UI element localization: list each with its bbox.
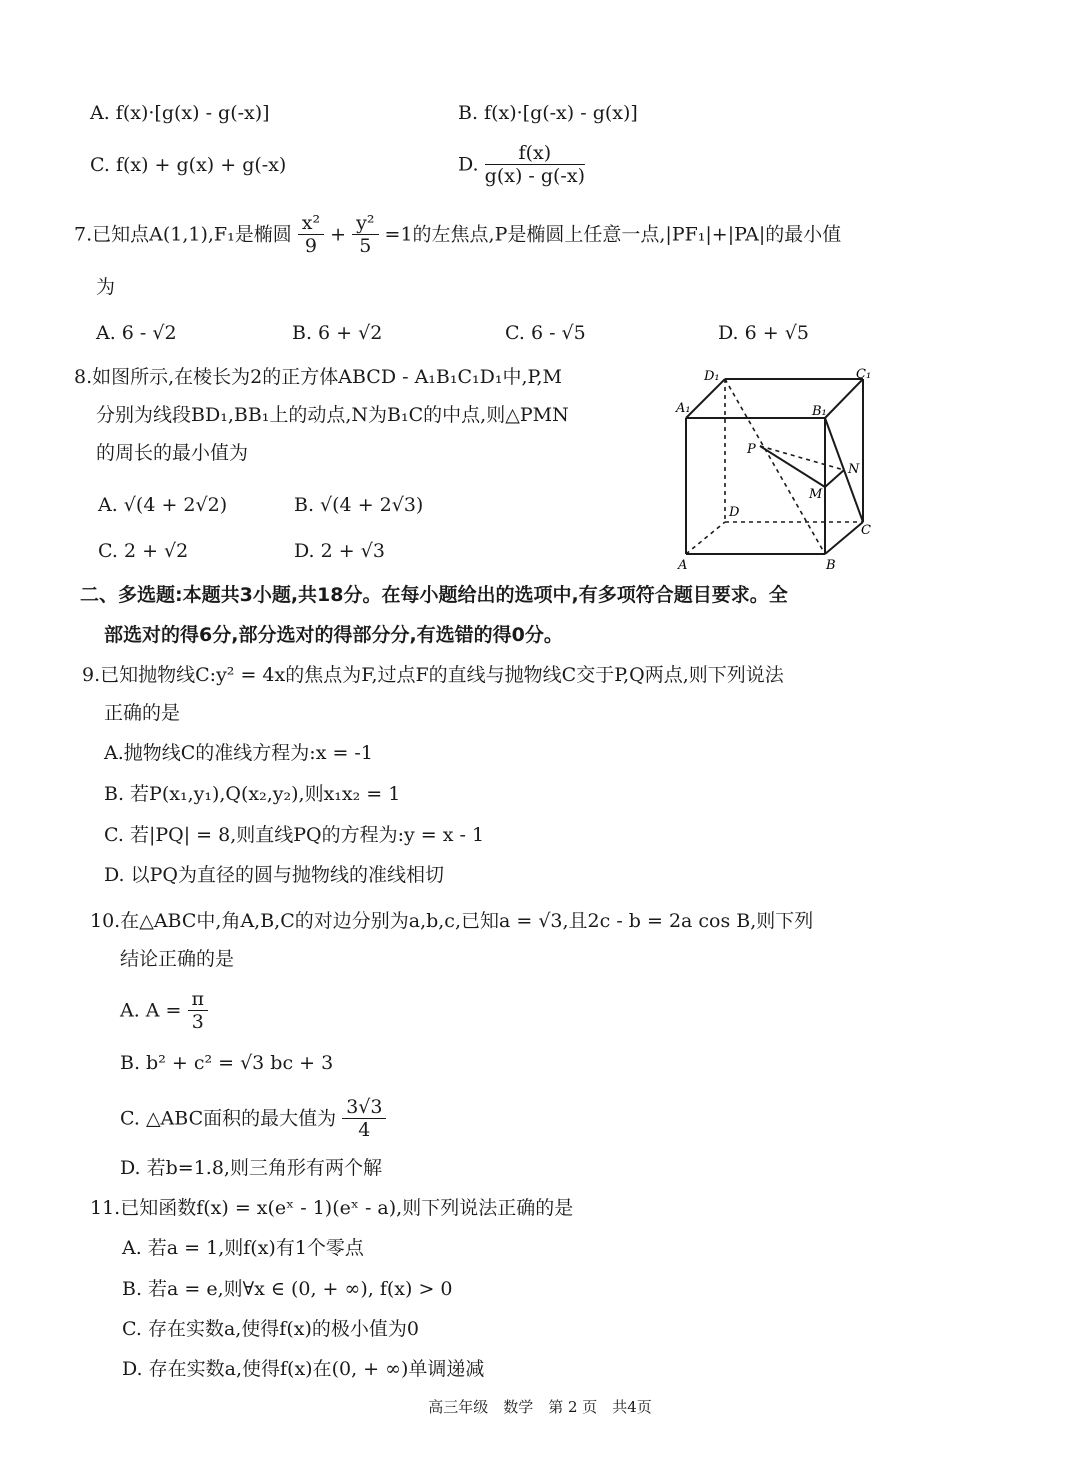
page-footer: 高三年级 数学 第 2 页 共4页 <box>428 1398 652 1416</box>
q10-option-d: D. 若b=1.8,则三角形有两个解 <box>120 1157 382 1179</box>
q11-option-a: A. 若a = 1,则f(x)有1个零点 <box>122 1237 364 1259</box>
q10-option-a-num: π <box>188 988 209 1011</box>
q9-line1: 9.已知抛物线C:y² = 4x的焦点为F,过点F的直线与抛物线C交于P,Q两点,则下列说法 <box>82 664 784 686</box>
q7-stem-line2: 为 <box>96 276 116 298</box>
q10-option-a <box>120 988 208 1033</box>
q8-line3: 的周长的最小值为 <box>96 442 249 464</box>
label-d1: D₁ <box>704 369 720 384</box>
section2-line1: 二、多选题:本题共3小题,共18分。在每小题给出的选项中,有多项符合题目要求。全 <box>80 584 788 606</box>
section2-line2: 部选对的得6分,部分选对的得部分分,有选错的得0分。 <box>104 624 563 646</box>
q7-fraction-y-num: y² <box>352 212 378 235</box>
q11-line1: 11.已知函数f(x) = x(eˣ - 1)(eˣ - a),则下列说法正确的是 <box>90 1197 574 1219</box>
q9-option-a: A.抛物线C的准线方程为:x = -1 <box>104 742 373 764</box>
q7-fraction-x <box>298 212 324 257</box>
q7-stem-after: =1的左焦点,P是椭圆上任意一点,|PF₁|+|PA|的最小值 <box>384 223 842 246</box>
q10-option-c-num: 3√3 <box>342 1096 386 1119</box>
label-c1: C₁ <box>856 367 872 382</box>
q10-option-a-den: 3 <box>191 1011 204 1033</box>
q7-fraction-x-den: 9 <box>304 235 317 257</box>
q7-fraction-y-den: 5 <box>359 235 372 257</box>
q7-stem-before: 7.已知点A(1,1),F₁是椭圆 <box>74 223 292 246</box>
diagonal-d1-b <box>725 379 825 554</box>
q10-option-a-label: A. A = <box>120 999 182 1022</box>
segment-p-m-solid <box>760 446 825 487</box>
label-b: B <box>826 558 836 573</box>
q7-option-d: D. 6 + √5 <box>718 322 809 344</box>
q8-option-d: D. 2 + √3 <box>294 540 385 562</box>
edge-b1-c1 <box>825 379 863 418</box>
label-b1: B₁ <box>812 404 827 419</box>
label-m: M <box>809 487 823 502</box>
label-n: N <box>848 462 860 477</box>
label-a1: A₁ <box>676 401 691 416</box>
q7-fraction-y <box>352 212 378 257</box>
q8-option-a: A. √(4 + 2√2) <box>98 494 228 516</box>
q7-stem <box>74 212 841 257</box>
q6-option-d-fraction <box>485 142 585 187</box>
cube-figure <box>670 362 890 577</box>
edge-a1-d1 <box>686 379 725 418</box>
q9-line2: 正确的是 <box>104 702 181 724</box>
q11-option-c: C. 存在实数a,使得f(x)的极小值为0 <box>122 1318 419 1340</box>
q10-option-c-fraction <box>342 1096 386 1141</box>
q8-line1: 8.如图所示,在棱长为2的正方体ABCD - A₁B₁C₁D₁中,P,M <box>74 366 562 388</box>
edge-a-d <box>686 522 725 554</box>
q10-option-c-label: C. △ABC面积的最大值为 <box>120 1107 337 1130</box>
q7-option-b: B. 6 + √2 <box>292 322 383 344</box>
q9-option-d: D. 以PQ为直径的圆与抛物线的准线相切 <box>104 864 444 886</box>
q9-option-c: C. 若|PQ| = 8,则直线PQ的方程为:y = x - 1 <box>104 824 485 846</box>
q10-line1: 10.在△ABC中,角A,B,C的对边分别为a,b,c,已知a = √3,且2c - b = 2a cos B,则下列 <box>90 910 814 932</box>
q11-option-b: B. 若a = e,则∀x ∈ (0, + ∞), f(x) > 0 <box>122 1278 453 1300</box>
q11-option-d: D. 存在实数a,使得f(x)在(0, + ∞)单调递减 <box>122 1358 485 1380</box>
label-p: P <box>747 442 756 457</box>
label-a: A <box>678 558 688 573</box>
q8-option-c: C. 2 + √2 <box>98 540 189 562</box>
q6-option-d-denominator: g(x) - g(-x) <box>484 165 585 187</box>
q10-line2: 结论正确的是 <box>120 948 235 970</box>
q6-option-d-numerator: f(x) <box>485 142 585 165</box>
q6-option-d-label: D. <box>458 153 479 176</box>
q10-option-a-fraction <box>188 988 209 1033</box>
label-d: D <box>729 505 740 520</box>
q7-fraction-x-num: x² <box>298 212 324 235</box>
q7-option-a: A. 6 - √2 <box>96 322 177 344</box>
q7-plus: + <box>330 223 347 246</box>
q6-option-a: A. f(x)·[g(x) - g(-x)] <box>90 102 270 124</box>
segment-p-n <box>760 446 844 470</box>
q10-option-c-den: 4 <box>358 1119 371 1141</box>
label-c: C <box>861 523 871 538</box>
q6-option-d <box>458 142 585 187</box>
q10-option-b: B. b² + c² = √3 bc + 3 <box>120 1052 334 1074</box>
q9-option-b: B. 若P(x₁,y₁),Q(x₂,y₂),则x₁x₂ = 1 <box>104 783 401 805</box>
edge-b-c <box>825 522 863 554</box>
q8-line2: 分别为线段BD₁,BB₁上的动点,N为B₁C的中点,则△PMN <box>96 404 569 426</box>
q10-option-c <box>120 1096 386 1141</box>
q6-option-b: B. f(x)·[g(-x) - g(x)] <box>458 102 638 124</box>
q8-option-b: B. √(4 + 2√3) <box>294 494 424 516</box>
q7-option-c: C. 6 - √5 <box>505 322 586 344</box>
segment-m-n <box>825 470 844 487</box>
q6-option-c: C. f(x) + g(x) + g(-x) <box>90 154 287 176</box>
